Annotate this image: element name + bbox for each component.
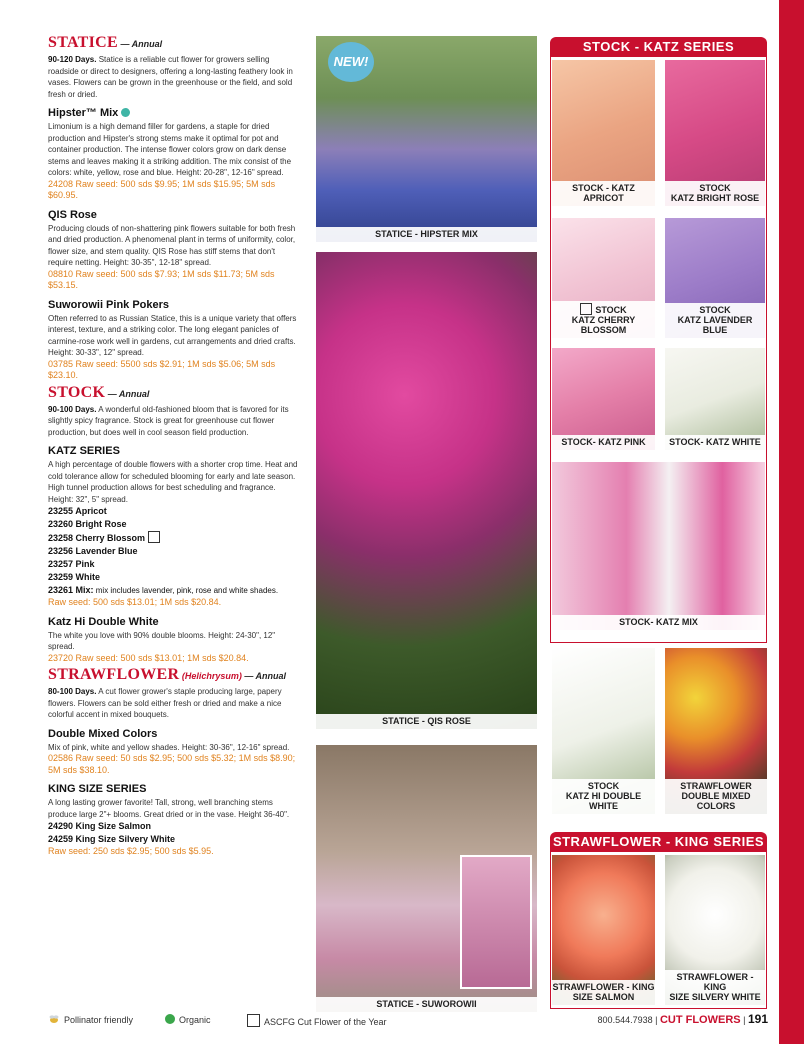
stock-intro: 90-100 Days. A wonderful old-fashioned bloom that is favored for its slightly spicy fragrance. Stock is great for greenhouse cut flower production, but does well in cool season field production. — [48, 404, 289, 437]
bee-icon — [48, 1014, 60, 1024]
suworowii-heading: Suworowii Pink Pokers — [48, 298, 170, 311]
photo-stock-katz-apricot — [552, 60, 655, 206]
legend-organic: Organic — [165, 1014, 211, 1025]
photo-strawflower-double-mixed — [665, 648, 767, 814]
hipster-heading: Hipster™ Mix — [48, 107, 298, 119]
photo-caption: STRAWFLOWER - KING SIZE SILVERY WHITE — [665, 970, 765, 1005]
statice-intro: 90-120 Days. Statice is a reliable cut flower for growers selling roadside or direct to designers, offering a long-lasting feathery look in vases. Flowers can be grown in the greenhouse or the field, and sold fresh or dried. — [48, 55, 293, 99]
photo-caption: STOCK - KATZ APRICOT — [552, 181, 655, 206]
hipster-desc: Limonium is a high demand filler for gardens, a staple for dried production and Hipster's strong stems make it optimal for pot and container production. The intense flower colors grow on dark dense stems and leaves making it a striking addition. The mix consist of the colors: white, yellow, rose and blue. Height: 20-28", 12-16" spread. — [48, 122, 292, 177]
stock-heading: STOCK — Annual — [48, 383, 150, 401]
legend-ascfg: ASCFG Cut Flower of the Year — [247, 1014, 387, 1027]
statice-heading: STATICE — Annual — [48, 34, 163, 51]
new-badge: NEW! — [328, 42, 374, 82]
photo-stock-katz-lavender-blue — [665, 218, 765, 338]
ascfg-icon — [247, 1014, 260, 1027]
organic-icon — [165, 1014, 175, 1024]
king-series-header: STRAWFLOWER - KING SERIES — [550, 832, 767, 852]
strawflower-heading: STRAWFLOWER (Helichrysum) — Annual — [48, 666, 287, 683]
king-variety-list — [48, 820, 298, 846]
dmc-heading: Double Mixed Colors — [48, 727, 158, 740]
hi-double-desc: The white you love with 90% double blooms. Height: 24-30", 12" spread. — [48, 630, 276, 651]
page-footer: 800.544.7938 | CUT FLOWERS | 191 — [597, 1012, 768, 1026]
katz-variety-list — [48, 505, 298, 597]
photo-strawflower-king-silvery-white — [665, 855, 765, 1005]
list-item: 23261 Mix: mix includes lavender, pink, rose and white shades. — [48, 585, 279, 595]
king-price: Raw seed: 250 sds $2.95; 500 sds $5.95. — [48, 846, 214, 856]
photo-caption: STATICE - SUWOROWII — [316, 997, 537, 1012]
king-heading: KING SIZE SERIES — [48, 783, 147, 795]
katz-desc: A high percentage of double flowers with a shorter crop time. Heat and cold tolerance allow for scheduled blooming for early and late season. High tunnel production allows for best scheduling and fragrance. Height: 32", 5" spread. — [48, 460, 298, 504]
photo-stock-katz-white — [665, 348, 765, 450]
photo-stock-katz-mix — [552, 462, 765, 630]
photo-caption: STRAWFLOWER DOUBLE MIXED COLORS — [665, 779, 767, 814]
photo-statice-qis-rose — [316, 252, 537, 729]
dmc-desc: Mix of pink, white and yellow shades. Height: 30-36", 12-16" spread. — [48, 742, 290, 752]
photo-caption: STATICE - HIPSTER MIX — [316, 227, 537, 242]
list-item: 23255 Apricot — [48, 506, 107, 516]
page-edge-strip — [779, 0, 804, 1044]
photo-caption: STOCK- KATZ MIX — [552, 615, 765, 630]
legend-pollinator: Pollinator friendly — [48, 1014, 133, 1025]
katz-series-header: STOCK - KATZ SERIES — [550, 37, 767, 57]
photo-caption: STOCK- KATZ WHITE — [665, 435, 765, 450]
ascfg-icon — [580, 303, 592, 315]
photo-stock-katz-pink — [552, 348, 655, 450]
list-item: 24290 King Size Salmon — [48, 821, 152, 831]
photo-stock-katz-bright-rose — [665, 60, 765, 206]
qis-desc: Producing clouds of non-shattering pink flowers suitable for both fresh and dried production. A phenomenal plant in terms of uniformity, color, flower size, and stem quality. QIS Rose has stiff stems that don't require netting. Height: 30-35", 12-18" spread. — [48, 223, 296, 267]
photo-caption: STOCK KATZ BRIGHT ROSE — [665, 181, 765, 206]
hi-double-price: 23720 Raw seed: 500 sds $13.01; 1M sds $20.84. — [48, 652, 249, 663]
qis-price: 08810 Raw seed: 500 sds $7.93; 1M sds $11.73; 5M sds $53.15. — [48, 268, 275, 290]
phone-number: 800.544.7938 — [597, 1015, 653, 1025]
list-item: 23258 Cherry Blossom — [48, 531, 298, 545]
qis-heading: QIS Rose — [48, 208, 97, 221]
list-item: 23256 Lavender Blue — [48, 546, 138, 556]
photo-caption: STOCK KATZ CHERRY BLOSSOM — [552, 301, 655, 338]
photo-caption: STOCK KATZ HI DOUBLE WHITE — [552, 779, 655, 814]
photo-caption: STOCK KATZ LAVENDER BLUE — [665, 303, 765, 338]
photo-stock-katz-cherry-blossom — [552, 218, 655, 338]
photo-caption: STOCK- KATZ PINK — [552, 435, 655, 450]
text-column — [48, 34, 298, 858]
page-number: 191 — [747, 1012, 768, 1026]
list-item: 23260 Bright Rose — [48, 519, 127, 529]
organic-dot-icon — [121, 108, 130, 117]
katz-heading: KATZ SERIES — [48, 445, 120, 457]
inset-photo — [460, 855, 532, 989]
section-name: CUT FLOWERS — [659, 1014, 741, 1026]
hipster-price: 24208 Raw seed: 500 sds $9.95; 1M sds $15.95; 5M sds $60.95. — [48, 178, 276, 200]
photo-statice-hipster — [316, 36, 537, 242]
hi-double-heading: Katz Hi Double White — [48, 615, 159, 628]
dmc-price: 02586 Raw seed: 50 sds $2.95; 500 sds $5.32; 1M sds $8.90; 5M sds $38.10. — [48, 753, 296, 775]
list-item: 24259 King Size Silvery White — [48, 834, 176, 844]
list-item: 23259 White — [48, 572, 101, 582]
list-item: 23257 Pink — [48, 559, 95, 569]
photo-stock-katz-hi-double-white — [552, 648, 655, 814]
katz-price: Raw seed: 500 sds $13.01; 1M sds $20.84. — [48, 597, 222, 607]
king-desc: A long lasting grower favorite! Tall, strong, well branching stems produce large 2"+ blooms. Great dried or in the vase. Height 36-40". — [48, 798, 290, 819]
suworowii-desc: Often referred to as Russian Statice, this is a unique variety that offers interest, texture, and a striking color. The long elegant panicles of carmine-rose work well in gardens, cut arrangements and dried crafts. Height: 30-33", 12" spread. — [48, 313, 297, 357]
photo-caption: STRAWFLOWER - KING SIZE SALMON — [552, 980, 655, 1005]
ascfg-icon — [148, 531, 160, 543]
strawflower-intro: 80-100 Days. A cut flower grower's staple producing large, papery flowers. Flowers can be sold either fresh or dried and make a nice colorful accent in mixed bouquets. — [48, 687, 282, 719]
photo-statice-suworowii — [316, 745, 537, 1012]
photo-caption: STATICE - QIS ROSE — [316, 714, 537, 729]
suworowii-price: 03785 Raw seed: 5500 sds $2.91; 1M sds $5.06; 5M sds $23.10. — [48, 358, 276, 380]
photo-strawflower-king-salmon — [552, 855, 655, 1005]
